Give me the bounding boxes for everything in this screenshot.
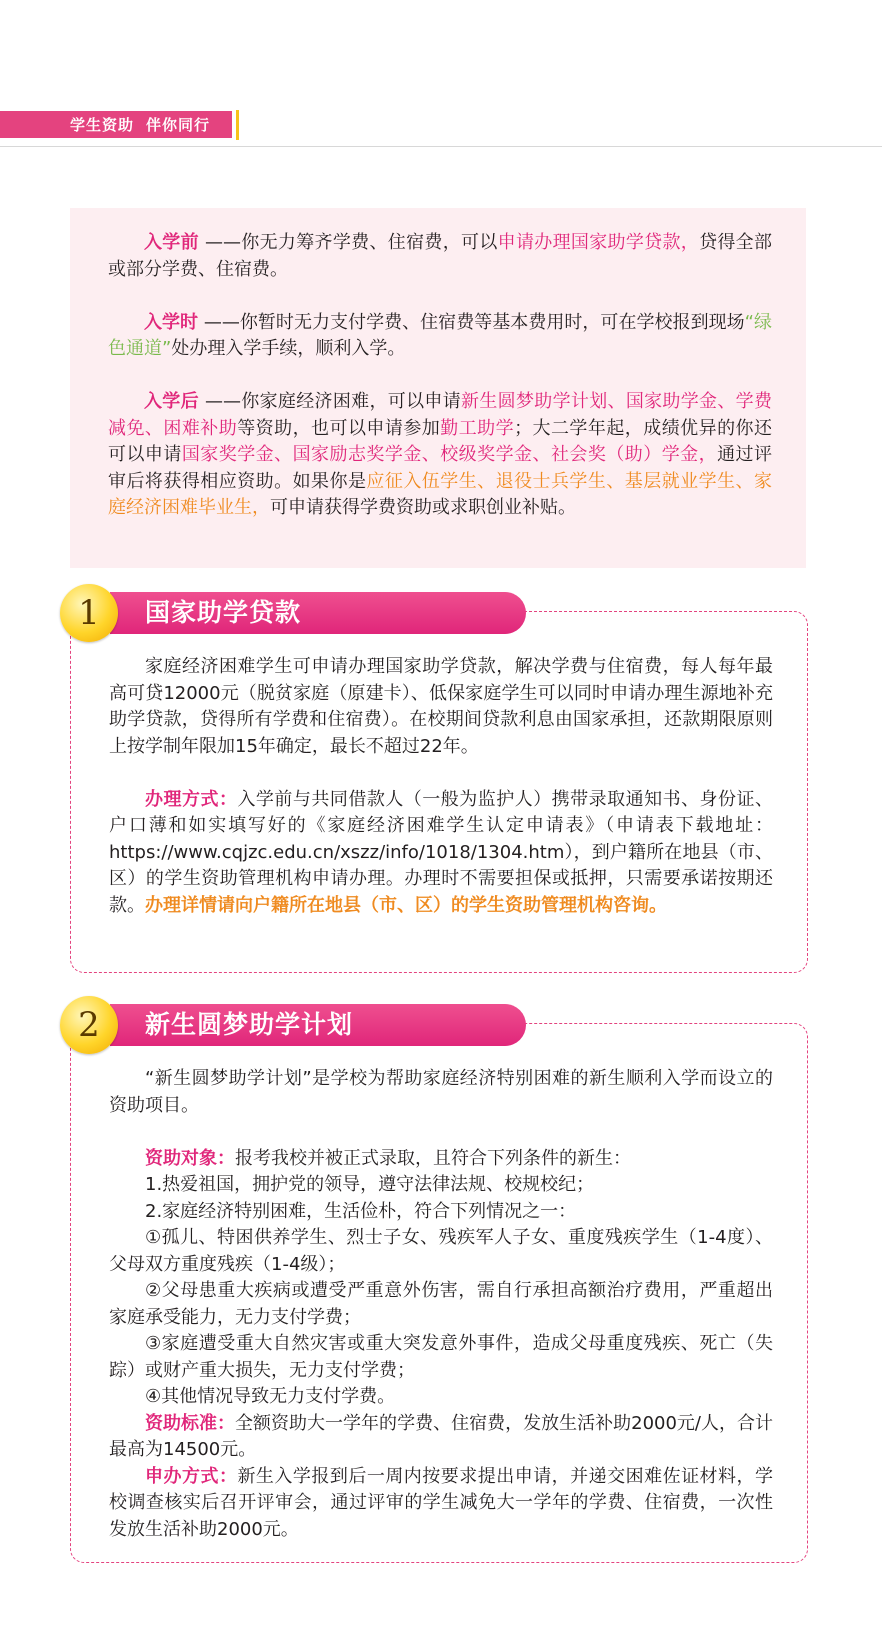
section2-item2: 2.家庭经济特别困难，生活俭朴，符合下列情况之一： bbox=[145, 1200, 577, 1222]
intro-paragraph-after bbox=[108, 389, 772, 522]
label-at-enrollment: 入学时 bbox=[144, 311, 199, 333]
section2-target bbox=[109, 1146, 773, 1173]
section1-method bbox=[109, 787, 773, 920]
section2-number-badge: 2 bbox=[60, 996, 118, 1054]
intro-p3-text3: ；大二学年起，成绩优异的你还可以申请 bbox=[108, 417, 773, 465]
section1-method-label: 办理方式： bbox=[145, 788, 238, 810]
section1-method-highlight: 办理详情请向户籍所在地县（市、区）的学生资助管理机构咨询。 bbox=[145, 894, 667, 916]
intro-p3-highlight4: 应征入伍学生、退役士兵学生、基层就业学生、家庭经济困难毕业生， bbox=[108, 470, 773, 518]
header-title-part2: 伴你同行 bbox=[146, 116, 211, 134]
section1-box bbox=[70, 611, 808, 973]
intro-p1-text1: ——你无力筹齐学费、住宿费，可以 bbox=[198, 232, 498, 253]
section2-apply bbox=[109, 1464, 773, 1544]
intro-p1-text2: 贷得全部或部分学费、住宿费。 bbox=[108, 232, 772, 280]
intro-p3-highlight2: 勤工助学 bbox=[440, 417, 515, 439]
section1-number-badge: 1 bbox=[60, 584, 118, 642]
section2-text bbox=[109, 1066, 773, 1543]
intro-paragraph-before bbox=[108, 230, 772, 283]
intro-p3-highlight3: 国家奖学金、国家励志奖学金、校级奖学金、社会奖（助）学金， bbox=[181, 444, 718, 465]
section1-text bbox=[109, 654, 773, 919]
section2-box bbox=[70, 1023, 808, 1563]
intro-p3-text4: 通过评审后将获得相应资助。如果你是 bbox=[108, 444, 773, 492]
section2-sub3: ③家庭遭受重大自然灾害或重大突发意外事件，造成父母重度残疾、死亡（失踪）或财产重大损失，无力支付学费； bbox=[109, 1333, 773, 1381]
section1-title: 国家助学贷款 bbox=[145, 598, 302, 627]
intro-p2-text1: ——你暂时无力支付学费、住宿费等基本费用时，可在学校报到现场 bbox=[198, 311, 745, 333]
section2-sub4: ④其他情况导致无力支付学费。 bbox=[145, 1386, 396, 1407]
section2-sub2: ②父母患重大疾病或遭受严重意外伤害，需自行承担高额治疗费用，严重超出家庭承受能力，无力支付学费； bbox=[109, 1280, 773, 1328]
intro-text bbox=[108, 230, 772, 522]
intro-p3-text2: 等资助，也可以申请参加 bbox=[237, 417, 441, 439]
section2-standard-text: 全额资助大一学年的学费、住宿费，发放生活补助2000元/人，合计最高为14500元。 bbox=[109, 1412, 774, 1460]
section2-standard bbox=[109, 1411, 773, 1464]
section2-apply-text: 新生入学报到后一周内按要求提出申请，并递交困难佐证材料，学校调查核实后召开评审会，通过评审的学生减免大一学年的学费、住宿费，一次性发放生活补助2000元。 bbox=[109, 1465, 774, 1540]
section1-paragraph: 家庭经济困难学生可申请办理国家助学贷款，解决学费与住宿费，每人每年最高可贷12000元（脱贫家庭（原建卡）、低保家庭学生可以同时申请办理生源地补充助学贷款，贷得所有学费和住宿费）。在校期间贷款利息由国家承担，还款期限原则上按学制年限加15年确定，最长不超过22年。 bbox=[109, 656, 773, 757]
section1-method-text: 入学前与共同借款人（一般为监护人）携带录取通知书、身份证、户口薄和如实填写好的《家庭经济困难学生认定申请表》（申请表下载地址：https://www.cqjzc.edu.cn/xszz/info/1018/1304.htm），到户籍所在地县（市、区）的学生资助管理机构申请办理。办理时不需要担保或抵押，只需要承诺按期还款。 bbox=[109, 788, 774, 916]
intro-p3-text1: ——你家庭经济困难，可以申请 bbox=[198, 391, 462, 412]
header-title-part1: 学生资助 bbox=[70, 116, 135, 134]
section2-paragraph: “新生圆梦助学计划”是学校为帮助家庭经济特别困难的新生顺利入学而设立的资助项目。 bbox=[109, 1068, 773, 1116]
section2-standard-label: 资助标准： bbox=[145, 1412, 236, 1434]
label-after-enrollment: 入学后 bbox=[144, 391, 199, 412]
section2-sub1: ①孤儿、特困供养学生、烈士子女、残疾军人子女、重度残疾学生（1-4度）、父母双方重度残疾（1-4级）； bbox=[109, 1227, 773, 1275]
header-title bbox=[70, 112, 210, 139]
section2-title: 新生圆梦助学计划 bbox=[145, 1010, 354, 1039]
section2-item1: 1.热爱祖国，拥护党的领导，遵守法律法规、校规校纪； bbox=[145, 1174, 595, 1195]
intro-paragraph-during bbox=[108, 310, 772, 363]
section2-target-label: 资助对象： bbox=[145, 1147, 235, 1169]
intro-box bbox=[70, 208, 806, 568]
section2-target-text: 报考我校并被正式录取，且符合下列条件的新生： bbox=[235, 1147, 631, 1169]
header-accent-bar bbox=[236, 110, 239, 140]
intro-p3-text5: 可申请获得学费资助或求职创业补贴。 bbox=[270, 497, 576, 518]
section2-apply-label: 申办方式： bbox=[145, 1465, 238, 1487]
intro-p3-highlight1: 新生圆梦助学计划、国家助学金、学费减免、困难补助 bbox=[108, 391, 772, 439]
intro-p1-highlight: 申请办理国家助学贷款， bbox=[497, 232, 700, 253]
header-divider bbox=[0, 146, 882, 147]
intro-p2-text2: 处办理入学手续，顺利入学。 bbox=[171, 338, 406, 359]
label-before-enrollment: 入学前 bbox=[144, 232, 199, 253]
green-channel-highlight: “绿色通道” bbox=[108, 311, 773, 359]
